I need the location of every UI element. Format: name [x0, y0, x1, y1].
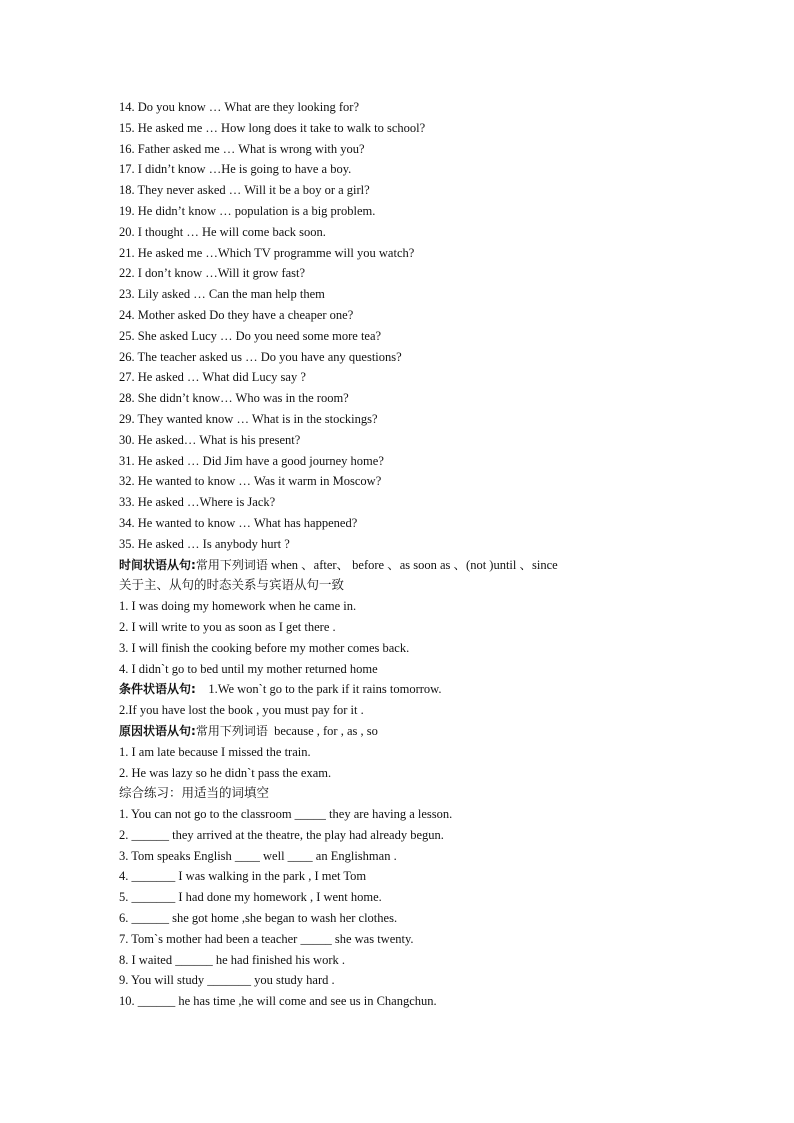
question-line: 19. He didn’t know … population is a big problem. — [119, 203, 376, 218]
question-line: 28. She didn’t know… Who was in the room? — [119, 391, 349, 406]
time-clause-section — [119, 555, 679, 680]
tense-rule-note: 关于主、从句的时态关系与宾语从句一致 — [119, 578, 345, 593]
section-intro: 常用下列词语 — [195, 723, 268, 738]
question-line: 15. He asked me … How long does it take to walk to school? — [119, 120, 426, 135]
exercise-item: 2. ______ they arrived at the theatre, the play had already begun. — [119, 827, 444, 842]
reason-clause-heading-line — [119, 721, 679, 742]
exercise-item: 5. _______ I had done my homework , I went home. — [119, 890, 382, 905]
condition-clause-section — [119, 679, 679, 721]
question-line: 27. He asked … What did Lucy say ? — [119, 370, 306, 385]
section-intro: 常用下列词语 — [195, 557, 268, 572]
question-list — [119, 97, 679, 555]
reason-clause-section — [119, 721, 679, 783]
exercise-item: 7. Tom`s mother had been a teacher _____ she was twenty. — [119, 931, 414, 946]
question-line: 17. I didn’t know …He is going to have a boy. — [119, 162, 352, 177]
condition-clause-heading-line — [119, 679, 679, 700]
section-heading: 综合练习：用适当的词填空 — [119, 786, 270, 801]
example-sentence: 1. I was doing my homework when he came in. — [119, 599, 357, 614]
example-sentence: 2. I will write to you as soon as I get there . — [119, 619, 336, 634]
question-line: 30. He asked… What is his present? — [119, 432, 301, 447]
exercise-item: 10. ______ he has time ,he will come and see us in Changchun. — [119, 994, 437, 1009]
time-clause-heading-line — [119, 555, 679, 576]
example-sentence: 4. I didn`t go to bed until my mother returned home — [119, 661, 378, 676]
question-line: 24. Mother asked Do they have a cheaper one? — [119, 307, 354, 322]
question-line: 34. He wanted to know … What has happened? — [119, 515, 358, 530]
question-line: 20. I thought … He will come back soon. — [119, 224, 326, 239]
example-sentence: 1. I am late because I missed the train. — [119, 744, 311, 759]
example-sentence: 3. I will finish the cooking before my mother comes back. — [119, 640, 410, 655]
document-page — [119, 97, 679, 1012]
exercise-item: 1. You can not go to the classroom _____ they are having a lesson. — [119, 807, 453, 822]
question-line: 33. He asked …Where is Jack? — [119, 495, 276, 510]
conjunction-list: when 、after、 before 、as soon as 、(not )until 、since — [267, 557, 558, 572]
exercise-item: 8. I waited ______ he had finished his work . — [119, 952, 346, 967]
exercise-section — [119, 783, 679, 1012]
question-line: 22. I don’t know …Will it grow fast? — [119, 266, 306, 281]
section-heading: 原因状语从句: — [119, 723, 196, 738]
question-line: 16. Father asked me … What is wrong with you? — [119, 141, 365, 156]
example-sentence: 2.If you have lost the book , you must pay for it . — [119, 703, 364, 718]
example-sentence: 1.We won`t go to the park if it rains tomorrow. — [195, 682, 442, 697]
question-line: 18. They never asked … Will it be a boy or a girl? — [119, 183, 370, 198]
question-line: 14. Do you know … What are they looking for? — [119, 100, 359, 114]
question-line: 25. She asked Lucy … Do you need some more tea? — [119, 328, 382, 343]
section-heading: 条件状语从句: — [119, 682, 196, 697]
question-line: 31. He asked … Did Jim have a good journey home? — [119, 453, 384, 468]
question-line: 23. Lily asked … Can the man help them — [119, 287, 325, 302]
question-line: 29. They wanted know … What is in the stockings? — [119, 411, 378, 426]
exercise-item: 4. _______ I was walking in the park , I met Tom — [119, 869, 367, 884]
conjunction-list: because , for , as , so — [267, 723, 378, 738]
section-heading: 时间状语从句: — [119, 557, 196, 572]
exercise-item: 3. Tom speaks English ____ well ____ an Englishman . — [119, 848, 397, 863]
exercise-item: 9. You will study _______ you study hard . — [119, 973, 335, 988]
question-line: 35. He asked … Is anybody hurt ? — [119, 536, 290, 551]
example-sentence: 2. He was lazy so he didn`t pass the exam. — [119, 765, 332, 780]
exercise-item: 6. ______ she got home ,she began to wash her clothes. — [119, 911, 398, 926]
question-line: 21. He asked me …Which TV programme will you watch? — [119, 245, 415, 260]
question-line: 32. He wanted to know … Was it warm in Moscow? — [119, 474, 382, 489]
question-line: 26. The teacher asked us … Do you have any questions? — [119, 349, 402, 364]
